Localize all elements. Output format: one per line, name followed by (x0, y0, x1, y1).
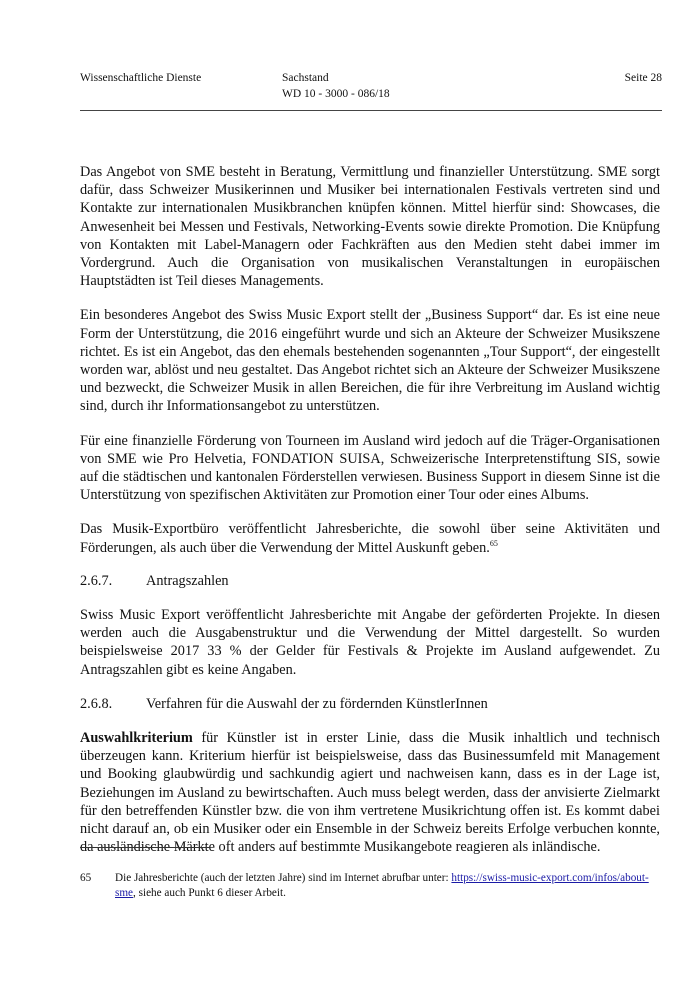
main-content (80, 163, 660, 873)
selection-criterion-text: für Künstler ist in erster Linie, dass die Musik inhaltlich und technisch überzeugen kann. Kriterium hierfür ist beispielsweise, dass das Businessumfeld mit Management und Booking glaubwürdig und sachkundig agiert und nachweisen kann, dass es in der Lage ist, Beziehungen im Ausland zu bewirtschaften. Auch muss belegt werden, dass der anvisierte Zielmarkt für den betreffenden Künstler bzw. die von ihm vertretene Musikrichtung offen ist. Es kommt dabei nicht darauf an, ob ein Musiker oder ein Ensemble in der Schweiz bereits Erfolge verbuchen konnte, da ausländische Märkte oft anders auf bestimmte Musikangebote reagieren als inländische. (80, 730, 660, 856)
section-title: Antragszahlen (146, 572, 229, 589)
page-header (80, 70, 662, 112)
footnote-reference[interactable]: 65 (489, 538, 498, 548)
footnote-65 (80, 871, 660, 901)
footnote-text-before: Die Jahresberichte (auch der letzten Jahre) sind im Internet abrufbar unter: (115, 872, 452, 884)
section-number: 2.6.8. (80, 695, 113, 712)
footnote-link[interactable]: https://swiss-music-export.com/infos/about-sme (115, 872, 649, 899)
footnote-number: 65 (80, 872, 92, 884)
section-number: 2.6.7. (80, 572, 113, 589)
paragraph-sme-offer: Das Angebot von SME besteht in Beratung, Vermittlung und finanzieller Unterstützung. SME sorgt dafür, dass Schweizer Musikerinnen und Musiker bei internationalen Festivals vertreten sind und Kontakte zur internationalen Musikbranchen knüpfen können. Mittel hierfür sind: Showcases, die Anwesenheit bei Messen und Festivals, Networking-Events sowie direkte Promotion. Die Knüpfung von Kontakten mit Label-Managern oder Fachkräften aus den Medien steht dabei immer im Vordergrund. Auch die Organisation von musikalischen Veranstaltungen in europäischen Hauptstädten ist Teil dieses Managements. (80, 164, 660, 290)
header-divider (80, 110, 662, 111)
paragraph-application-numbers: Swiss Music Export veröffentlicht Jahresberichte mit Angabe der geförderten Projekte. In diesen werden auch die Ausgabenstruktur und die Verwendung der Mittel dargestellt. So wurden beispielsweise 2017 33 % der Gelder für Festivals & Projekte im Ausland aufgewendet. Zu Antragszahlen gibt es keine Angaben. (80, 607, 660, 678)
section-heading-selection-procedure (80, 695, 660, 713)
header-page-number: Seite 28 (624, 72, 662, 84)
header-doc-type: Sachstand (282, 72, 329, 84)
paragraph-annual-reports (80, 520, 660, 556)
header-document-info (282, 70, 390, 102)
section-heading-antragszahlen (80, 572, 660, 590)
paragraph-selection-criteria (80, 729, 660, 856)
section-title: Verfahren für die Auswahl der zu fördernden KünstlerInnen (146, 695, 488, 712)
paragraph-financial-funding: Für eine finanzielle Förderung von Tourneen im Ausland wird jedoch auf die Träger-Organisationen von SME wie Pro Helvetia, FONDATION SUISA, Schweizerische Interpretenstiftung SIS, sowie auf die städtischen und kantonalen Förderstellen verwiesen. Business Support in diesem Sinne ist die Unterstützung von spezifischen Aktivitäten zur Promotion einer Tour oder eines Albums. (80, 432, 660, 504)
footnote-text (115, 871, 660, 901)
annual-reports-text: Das Musik-Exportbüro veröffentlicht Jahresberichte, die sowohl über seine Aktivitäten und Förderungen, als auch über die Verwendung der Mittel Auskunft geben. (80, 521, 660, 556)
paragraph-business-support: Ein besonderes Angebot des Swiss Music Export stellt der „Business Support“ dar. Es ist eine neue Form der Unterstützung, die 2016 eingeführt wurde und sich an Akteure der Schweizer Musikszene richtet. Es ist ein Angebot, das den ehemals bestehenden sogenannten „Tour Support“, der eingestellt worden war, ablöst und neu gestaltet. Das Angebot richtet sich an Akteure der Schweizer Musikszene und bezweckt, die Schweizer Musik in allen Bereichen, die für ihre Verbreitung im Ausland wichtig sind, durch ihr Informationsangebot zu unterstützen. (80, 307, 660, 415)
footnote-divider (80, 847, 210, 848)
header-institution: Wissenschaftliche Dienste (80, 72, 202, 84)
selection-criterion-term: Auswahlkriterium (80, 730, 193, 747)
footnote-text-after: , siehe auch Punkt 6 dieser Arbeit. (133, 887, 286, 899)
header-doc-number: WD 10 - 3000 - 086/18 (282, 88, 390, 100)
